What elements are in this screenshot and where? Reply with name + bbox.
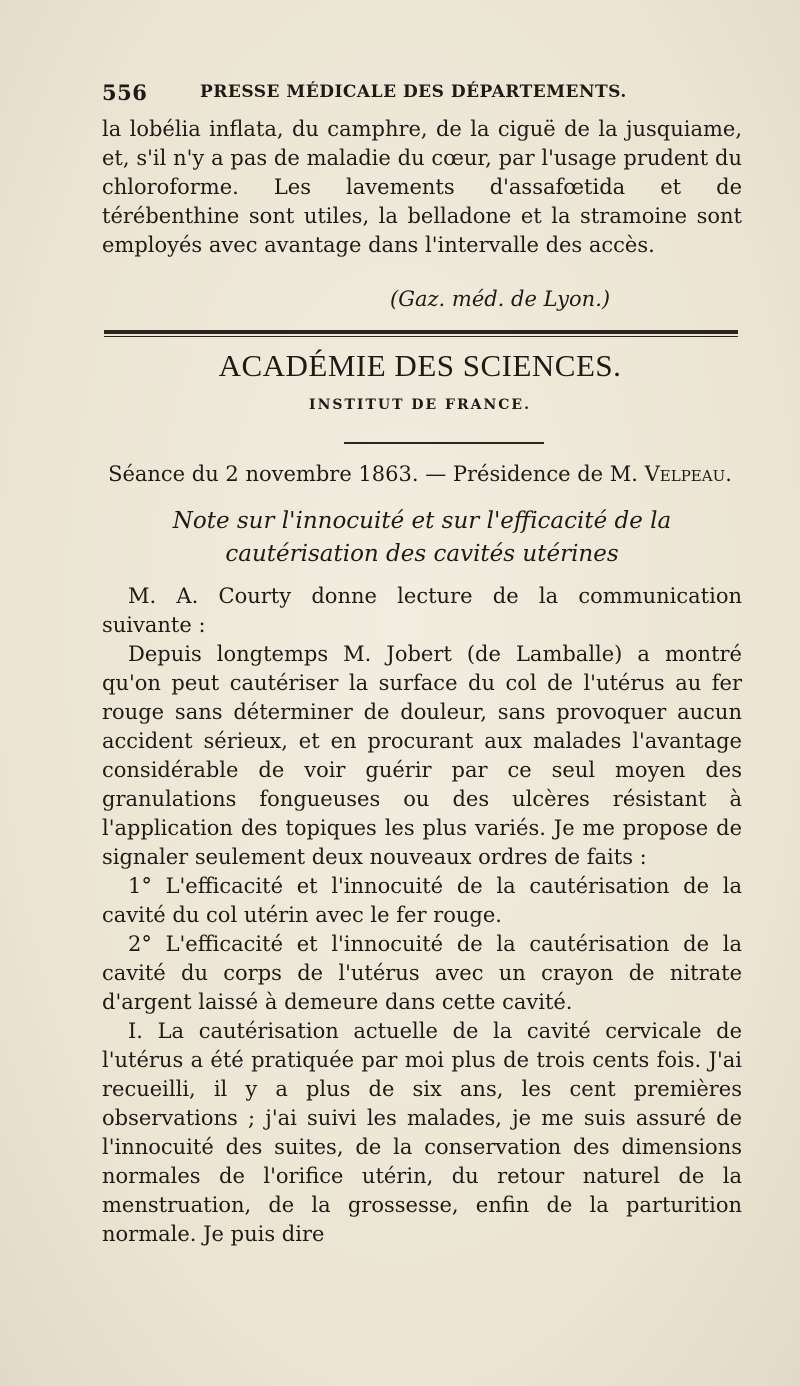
page-number: 556 — [102, 80, 148, 105]
session-prefix: Séance du 2 novembre 1863. — Présidence de M. — [108, 462, 645, 486]
running-head: PRESSE MÉDICALE DES DÉPARTEMENTS. — [200, 82, 627, 102]
session-line — [102, 462, 738, 486]
page-header — [102, 80, 742, 110]
body-paragraph: 2° L'efficacité et l'innocuité de la cautérisation de la cavité du corps de l'utérus avec un crayon de nitrate d'argent laissé à demeure dans cette cavité. — [102, 932, 742, 1014]
section-divider-thin — [104, 336, 738, 337]
source-citation: (Gaz. méd. de Lyon.) — [390, 287, 611, 311]
article-title: Note sur l'innocuité et sur l'efficacité de la cautérisation des cavités utérines — [172, 508, 672, 567]
opening-text-block — [102, 115, 742, 260]
body-paragraph: Depuis longtemps M. Jobert (de Lamballe) a montré qu'on peut cautériser la surface du col de l'utérus au fer rouge sans déterminer de douleur, sans provoquer aucun accident sérieux, et en procurant aux malades l'avantage considérable de voir guérir par ce seul moyen des granulations fongueuses ou des ulcères résistant à l'application des topiques les plus variés. Je me propose de signaler seulement deux nouveaux ordres de faits : — [102, 642, 742, 869]
body-paragraph: I. La cautérisation actuelle de la cavité cervicale de l'utérus a été pratiquée par moi plus de trois cents fois. J'ai recueilli, il y a plus de six ans, les cent premières observations ; j'ai suivi les malades, je me suis assuré de l'innocuité des suites, de la conservation des dimensions normales de l'orifice utérin, du retour naturel de la menstruation, de la grossesse, enfin de la parturition normale. Je puis dire — [102, 1019, 742, 1246]
session-president: Velpeau. — [644, 462, 732, 486]
section-title: ACADÉMIE DES SCIENCES. — [218, 348, 622, 383]
section-subtitle: INSTITUT DE FRANCE. — [309, 397, 531, 413]
body-paragraph: M. A. Courty donne lecture de la communication suivante : — [102, 584, 742, 637]
section-divider-thick — [104, 330, 738, 334]
opening-paragraph: la lobélia inflata, du camphre, de la ciguë de la jusquiame, et, s'il n'y a pas de maladie du cœur, par l'usage prudent du chloroforme. Les lavements d'assafœtida et de térébenthine sont utiles, la belladone et la stramoine sont employés avec avantage dans l'intervalle des accès. — [102, 117, 742, 257]
subtitle-divider — [344, 442, 544, 444]
body-paragraph: 1° L'efficacité et l'innocuité de la cautérisation de la cavité du col utérin avec le fer rouge. — [102, 874, 742, 927]
article-body — [102, 582, 742, 1249]
